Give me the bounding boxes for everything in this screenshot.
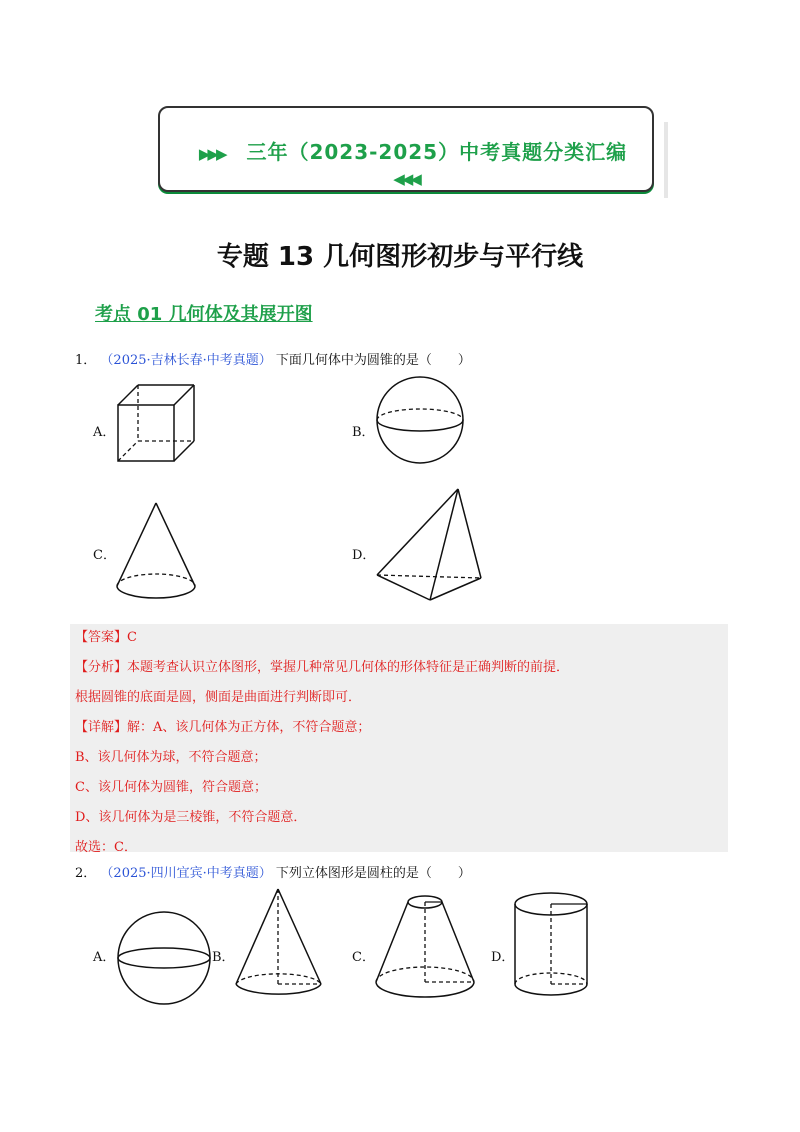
question-source: （2025·吉林长春·中考真题） bbox=[100, 353, 272, 368]
conclusion-line: 故选：C． bbox=[75, 840, 137, 855]
q2-option-b-label: B． bbox=[212, 950, 235, 965]
q2-option-d-label: D． bbox=[491, 950, 515, 965]
frustum-icon bbox=[372, 890, 478, 1002]
triangular-pyramid-icon bbox=[374, 486, 486, 604]
right-arrows-icon: ◀◀◀ bbox=[393, 170, 419, 188]
detail-line: D、该几何体为是三棱锥，不符合题意． bbox=[75, 810, 307, 825]
analysis-line: 根据圆锥的底面是圆，侧面是曲面进行判断即可． bbox=[75, 690, 362, 705]
header-banner bbox=[158, 106, 654, 192]
detail-line: C、该几何体为圆锥，符合题意； bbox=[75, 780, 267, 795]
question-2 bbox=[75, 862, 471, 881]
question-stem: 下面几何体中为圆锥的是（ ） bbox=[275, 353, 471, 368]
question-number: 2． bbox=[75, 866, 97, 881]
banner-text: 三年（2023-2025）中考真题分类汇编 bbox=[246, 140, 628, 164]
q2-option-c-label: C． bbox=[352, 950, 375, 965]
cylinder-icon bbox=[511, 890, 591, 1002]
banner-text-row bbox=[160, 136, 652, 189]
question-1 bbox=[75, 349, 471, 368]
q1-option-a-label: A． bbox=[93, 425, 116, 440]
answer-line: 【答案】C bbox=[75, 630, 137, 645]
q1-option-c-label: C． bbox=[93, 548, 116, 563]
banner-side-bar bbox=[664, 122, 668, 198]
question-source: （2025·四川宜宾·中考真题） bbox=[100, 866, 272, 881]
detail-line: 【详解】解：A、该几何体为正方体，不符合题意； bbox=[75, 720, 371, 735]
q2-option-a-label: A． bbox=[93, 950, 116, 965]
section-heading: 考点 01 几何体及其展开图 bbox=[95, 304, 313, 325]
left-arrows-icon: ▶▶▶ bbox=[198, 145, 225, 163]
detail-line: B、该几何体为球，不符合题意； bbox=[75, 750, 267, 765]
sphere-icon bbox=[114, 910, 214, 1006]
page-title: 专题 13 几何图形初步与平行线 bbox=[216, 242, 584, 272]
cone-icon bbox=[232, 886, 326, 1002]
q1-option-d-label: D． bbox=[352, 548, 376, 563]
cone-icon bbox=[113, 500, 199, 602]
q1-option-b-label: B． bbox=[352, 425, 375, 440]
question-number: 1． bbox=[75, 353, 97, 368]
analysis-line: 【分析】本题考查认识立体图形，掌握几种常见几何体的形体特征是正确判断的前提． bbox=[75, 660, 570, 675]
sphere-icon bbox=[374, 374, 466, 466]
question-stem: 下列立体图形是圆柱的是（ ） bbox=[275, 866, 471, 881]
cube-icon bbox=[115, 382, 197, 464]
